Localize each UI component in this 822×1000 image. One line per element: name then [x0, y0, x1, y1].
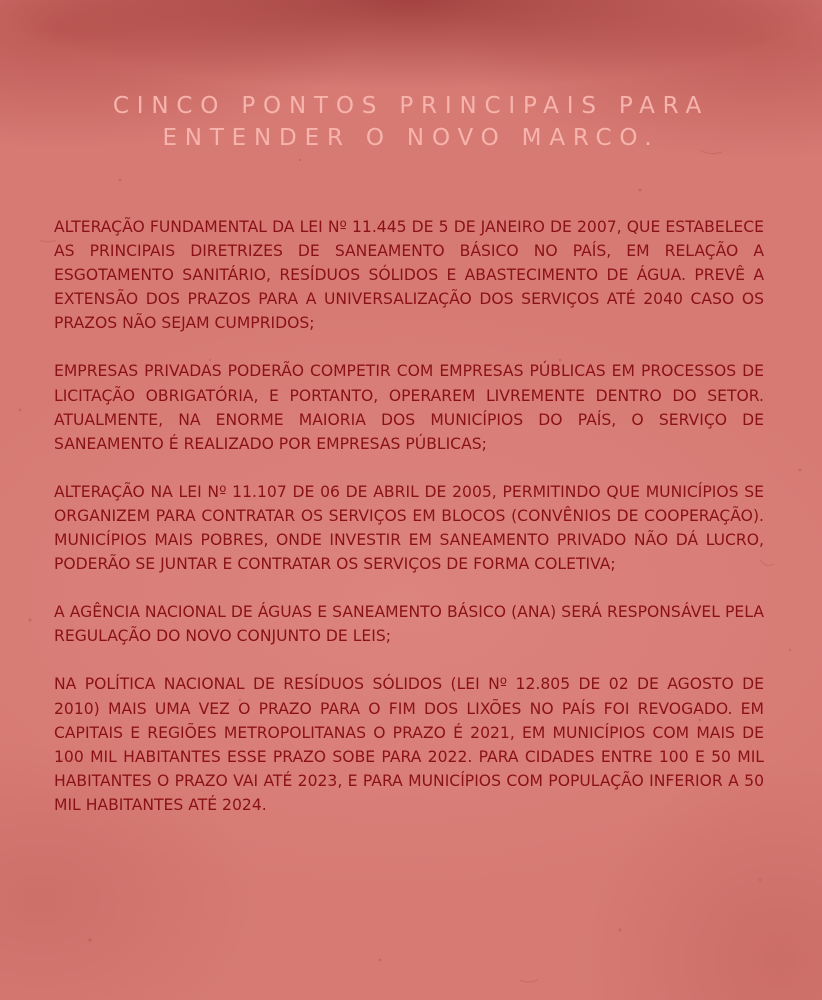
key-point-1: ALTERAÇÃO FUNDAMENTAL DA LEI Nº 11.445 DE 5 DE JANEIRO DE 2007, QUE ESTABELECE AS PRINCIPAIS DIRETRIZES DE SANEAMENTO BÁSICO NO PAÍS, EM RELAÇÃO A ESGOTAMENTO SANITÁRIO, RESÍDUOS SÓLIDOS E ABASTECIMENTO DE ÁGUA. PREVÊ A EXTENSÃO DOS PRAZOS PARA A UNIVERSALIZAÇÃO DOS SERVIÇOS ATÉ 2040 CASO OS PRAZOS NÃO SEJAM CUMPRIDOS;	[54, 218, 764, 333]
key-point-5: NA POLÍTICA NACIONAL DE RESÍDUOS SÓLIDOS (LEI Nº 12.805 DE 02 DE AGOSTO DE 2010) MAIS UMA VEZ O PRAZO PARA O FIM DOS LIXÕES NO PAÍS FOI REVOGADO. EM CAPITAIS E REGIÕES METROPOLITANAS O PRAZO É 2021, EM MUNICÍPIOS COM MAIS DE 100 MIL HABITANTES ESSE PRAZO SOBE PARA 2022. PARA CIDADES ENTRE 100 E 50 MIL HABITANTES O PRAZO VAI ATÉ 2023, E PARA MUNICÍPIOS COM POPULAÇÃO INFERIOR A 50 MIL HABITANTES ATÉ 2024.	[54, 675, 764, 814]
page-title	[0, 90, 822, 154]
key-point-3: ALTERAÇÃO NA LEI Nº 11.107 DE 06 DE ABRIL DE 2005, PERMITINDO QUE MUNICÍPIOS SE ORGANIZEM PARA CONTRATAR OS SERVIÇOS EM BLOCOS (CONVÊNIOS DE COOPERAÇÃO). MUNICÍPIOS MAIS POBRES, ONDE INVESTIR EM SANEAMENTO PRIVADO NÃO DÁ LUCRO, PODERÃO SE JUNTAR E CONTRATAR OS SERVIÇOS DE FORMA COLETIVA;	[54, 482, 764, 574]
page-title-line-1: CINCO PONTOS PRINCIPAIS PARA	[112, 93, 710, 119]
key-point-2: EMPRESAS PRIVADAS PODERÃO COMPETIR COM EMPRESAS PÚBLICAS EM PROCESSOS DE LICITAÇÃO OBRIGATÓRIA, E PORTANTO, OPERAREM LIVREMENTE DENTRO DO SETOR. ATUALMENTE, NA ENORME MAIORIA DOS MUNICÍPIOS DO PAÍS, O SERVIÇO DE SANEAMENTO É REALIZADO POR EMPRESAS PÚBLICAS;	[54, 362, 764, 453]
page-title-line-2: ENTENDER O NOVO MARCO.	[162, 125, 660, 151]
key-point-4: A AGÊNCIA NACIONAL DE ÁGUAS E SANEAMENTO BÁSICO (ANA) SERÁ RESPONSÁVEL PELA REGULAÇÃO DO NOVO CONJUNTO DE LEIS;	[54, 603, 764, 646]
key-points-list	[54, 215, 764, 841]
